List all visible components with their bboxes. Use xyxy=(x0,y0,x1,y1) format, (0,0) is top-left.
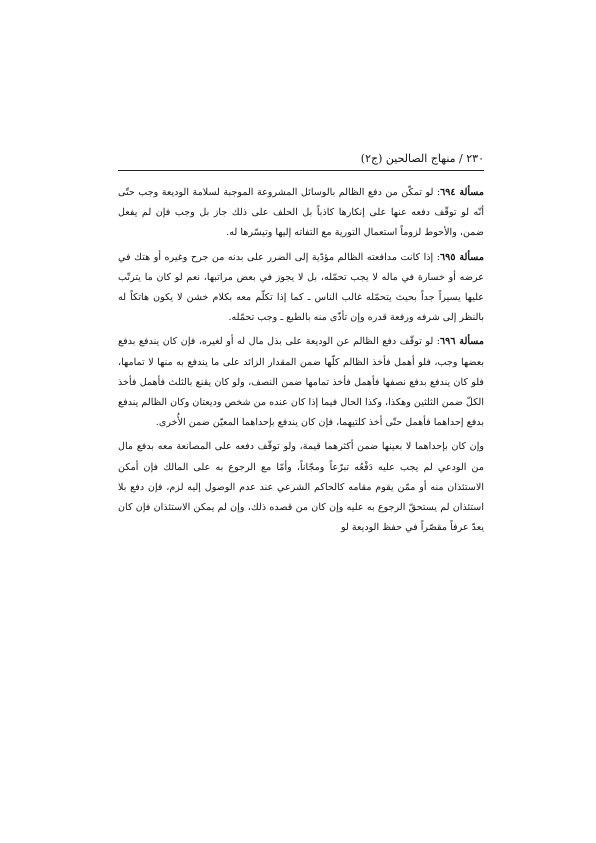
issue-label: مسألة ٦٩٥ xyxy=(440,251,485,263)
paragraph-issue-696 xyxy=(118,332,484,433)
page-body xyxy=(118,183,484,541)
paragraph-text: : لو توقّف دفع الظالم عن الوديعة على بذل مال له أو لغيره، فإن كان يندفع بدفع بعضها وجب، فلو أهمل فأخذ الظالم كلّها ضمن المقدار الزائد على ما يندفع به منها لا تمامها، فلو كان يندفع بدفع نصفها فأهمل فأخذ تمامها ضمن النصف، ولو كان يقنع بالثلث فأهمل فأخذ الكلّ ضمن الثلثين وهكذا، وكذا الحال فيما إذا كان عنده من شخص وديعتان وكان الظالم يندفع بدفع إحداهما فأهمل حتّى أخذ كلتيهما، فإن كان يندفع بإحداهما المعيّن ضمن الأُخرى. xyxy=(118,336,484,429)
paragraph-text: وإن كان بإحداهما لا بعينها ضمن أكثرهما قيمة، ولو توقّف دفعه على المصانعة معه بدفع مال من الودعي لم يجب عليه دَفْعُه تبرّعاً ومجّاناً، وأمّا مع الرجوع به على المالك فإن أمكن الاستئذان منه أو ممّن يقوم مقامه كالحاكم الشرعي عند عدم الوصول إليه لزم، فإن دفع بلا استئذان لم يستحقّ الرجوع به عليه وإن كان من قصده ذلك، وإن لم يمكن الاستئذان فإن كان يعدّ عرفاً مقصّراً في حفظ الوديعة لو xyxy=(118,441,484,534)
running-head: ٢٣٠ / منهاج الصالحين (ج٢) xyxy=(360,152,484,165)
paragraph-text: : إذا كانت مدافعته الظالم مؤدّية إلى الضرر على بدنه من جرح وغيره أو هتك في عرضه أو خسارة في ماله لا يجب تحمّله، بل لا يجوز في بعض مراتبها، نعم لو كان ما يترتّب عليها يسيراً جداً بحيث يتحمّله غالب الناس ـ كما إذا تكلّم معه بكلام خشن لا يكون هاتكاً له بالنظر إلى شرفه ورفعة قدره وإن تأذّى منه بالطبع ـ وجب تحمّله. xyxy=(118,251,484,324)
paragraph-continuation xyxy=(118,437,484,538)
paragraph-issue-694 xyxy=(118,183,484,244)
page-header xyxy=(118,152,484,171)
issue-label: مسألة ٦٩٤ xyxy=(440,187,485,198)
paragraph-issue-695 xyxy=(118,248,484,329)
paragraph-text: : لو تمكّن من دفع الظالم بالوسائل المشروعة الموجبة لسلامة الوديعة وجب حتّى أنّه لو توقّف دفعه عنها على إنكارها كاذباً بل الحلف على ذلك جاز بل وجب فإن لم يفعل ضمن، والأحوط لزوماً استعمال التورية مع التفاته إليها وتيسّرها له. xyxy=(118,187,484,239)
issue-label: مسألة ٦٩٦ xyxy=(440,336,484,348)
